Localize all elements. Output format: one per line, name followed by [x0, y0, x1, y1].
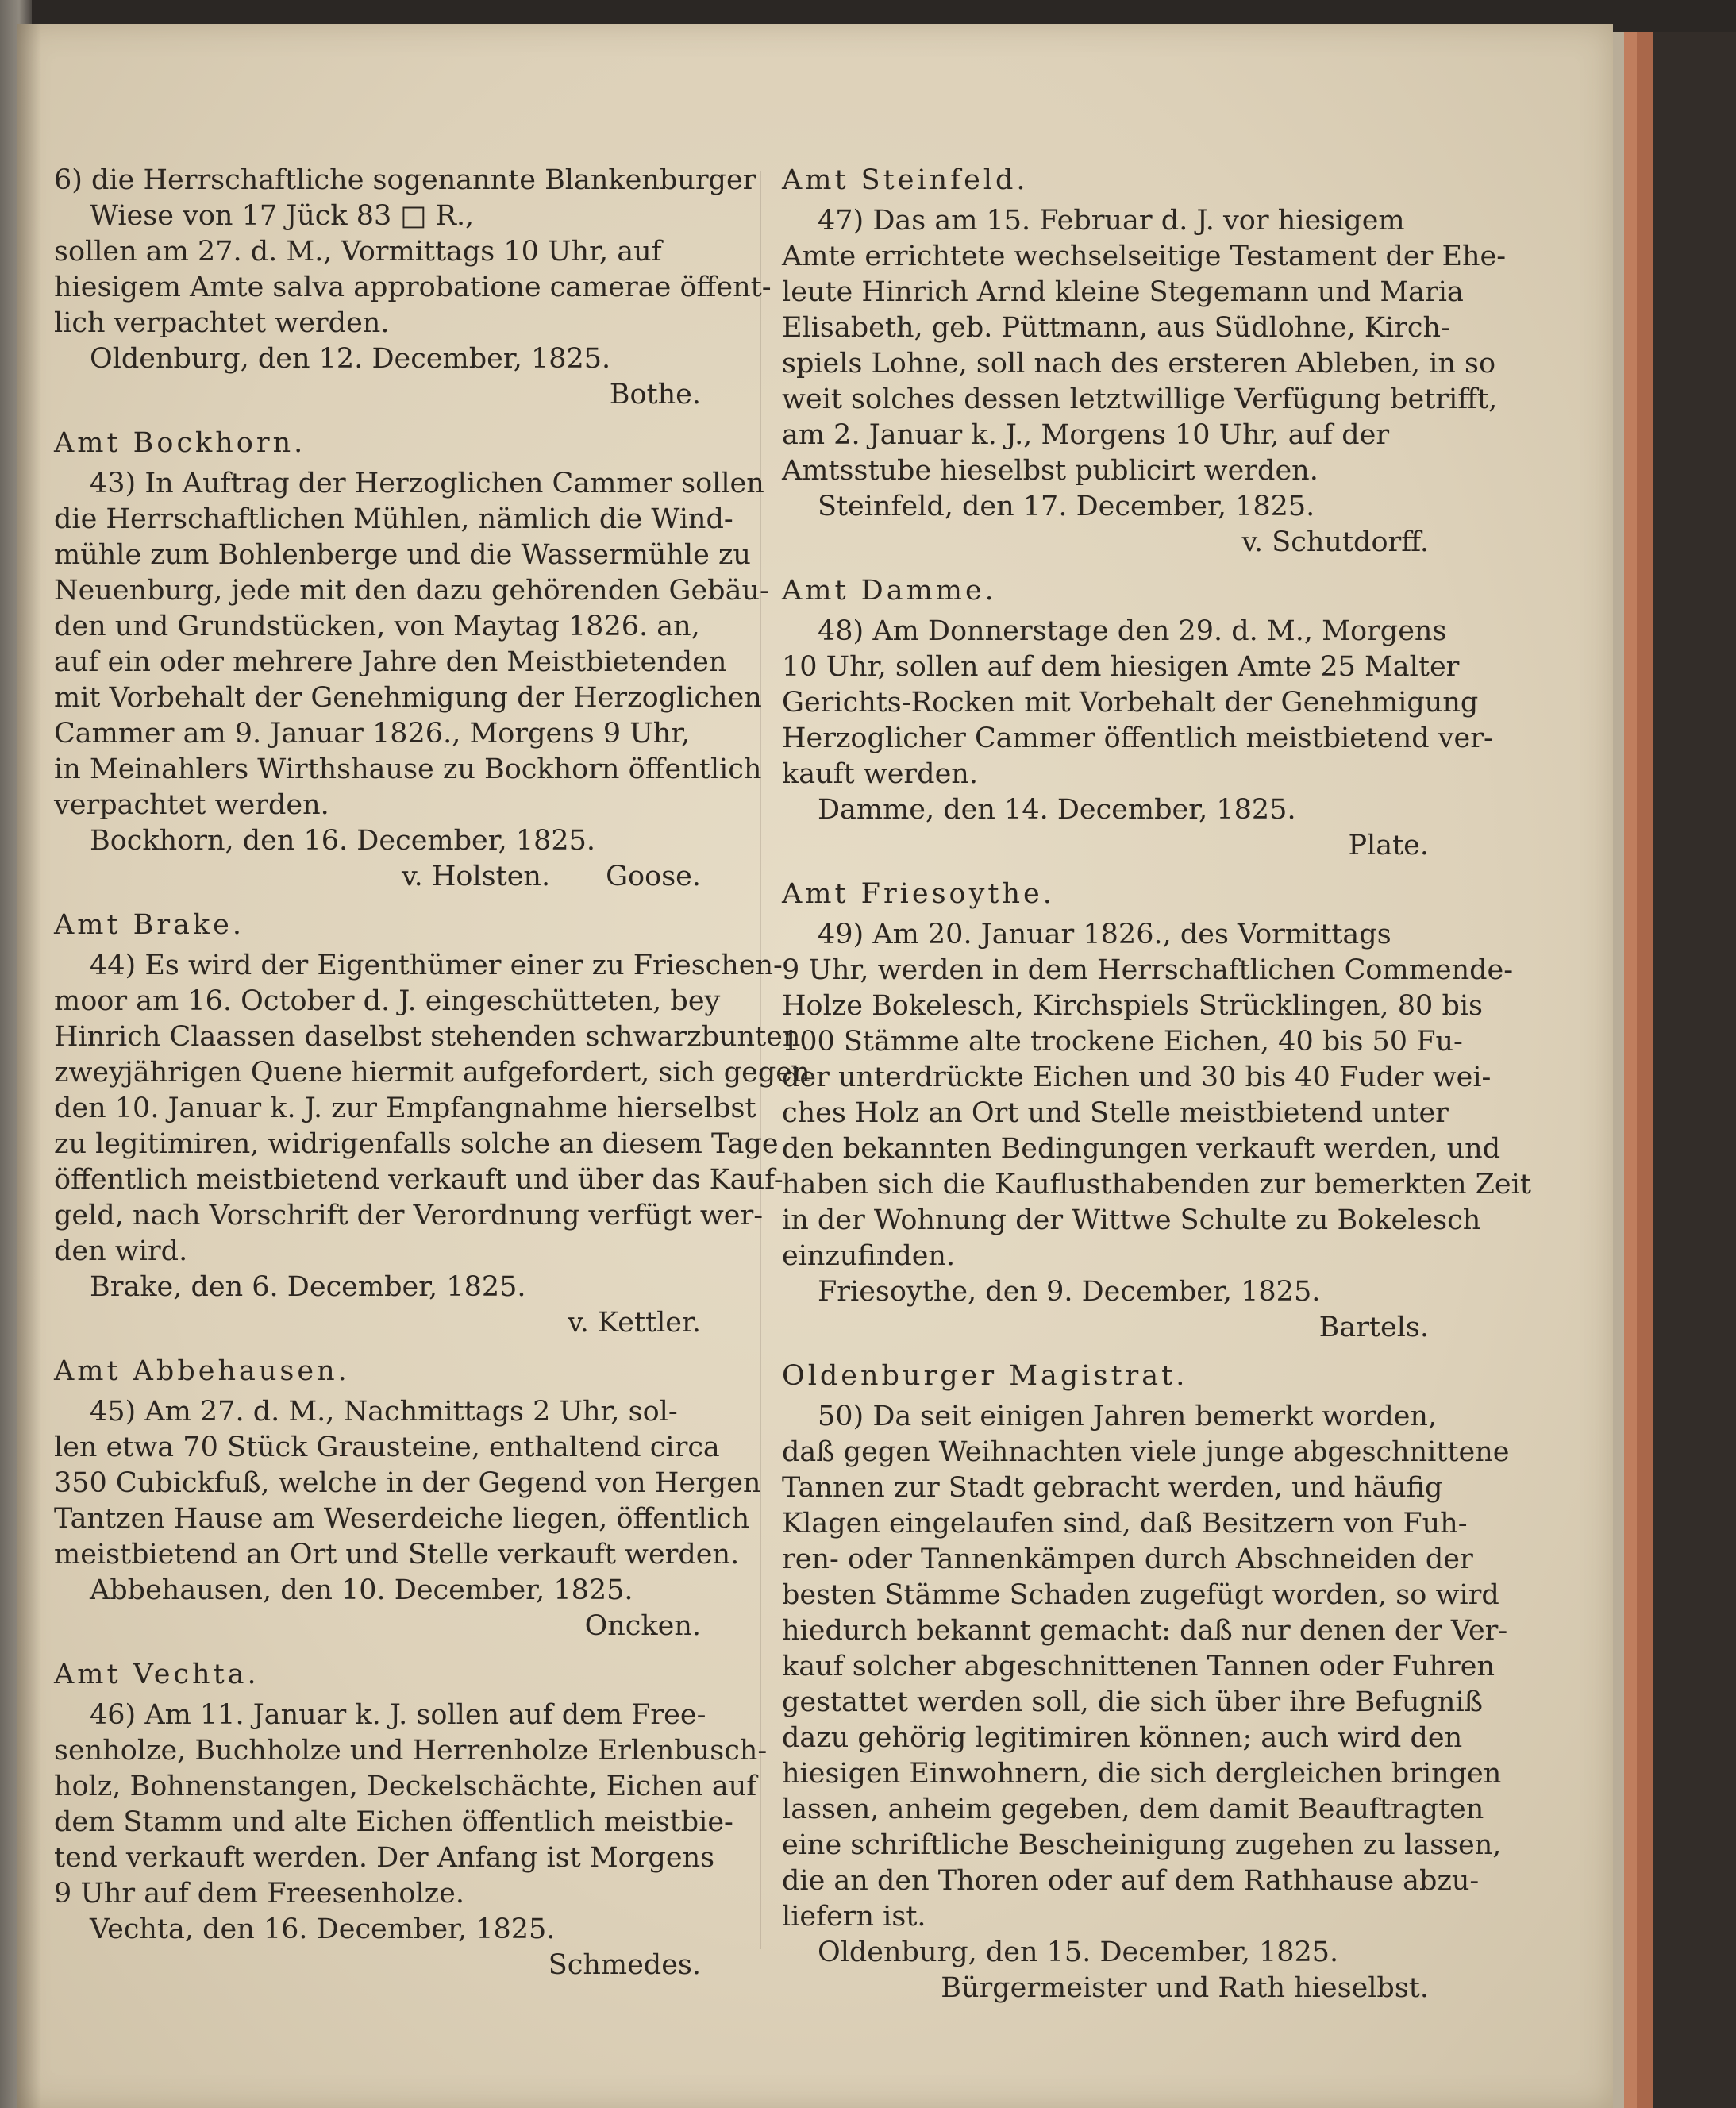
notice-body [54, 1698, 768, 1912]
text-line: hiesigem Amte salva approbatione camerae öffent- [54, 272, 772, 303]
text-line: 9 Uhr auf dem Freesenholze. [54, 1878, 464, 1910]
text-line: öffentlich meistbietend verkauft und über das Kauf- [54, 1164, 783, 1196]
text-line: daß gegen Weihnachten viele junge abgeschnittene [782, 1436, 1510, 1468]
text-line: Cammer am 9. Januar 1826., Morgens 9 Uhr, [54, 718, 691, 750]
text-line: 49) Am 20. Januar 1826., des Vormittags [818, 919, 1391, 950]
notice-body [54, 163, 772, 341]
signature: Oncken. [584, 1610, 701, 1642]
text-line: moor am 16. October d. J. eingeschütteten, bey [54, 985, 721, 1017]
notice-body [782, 1399, 1510, 1935]
page-gutter-shadow [17, 24, 41, 2108]
text-line: kauf solcher abgeschnittenen Tannen oder Fuhren [782, 1651, 1495, 1682]
book-cover-edge [1624, 32, 1637, 2108]
text-line: Klagen eingelaufen sind, daß Besitzern von Fuh- [782, 1508, 1468, 1540]
section-heading: Amt Friesoythe. [782, 878, 1055, 910]
text-line: einzufinden. [782, 1240, 956, 1272]
text-line: den 10. Januar k. J. zur Empfangnahme hierselbst [54, 1093, 756, 1124]
place-date: Vechta, den 16. December, 1825. [90, 1913, 556, 1945]
place-date: Oldenburg, den 15. December, 1825. [818, 1937, 1339, 1968]
text-line: Holze Bokelesch, Kirchspiels Strücklingen, 80 bis [782, 990, 1483, 1022]
text-line: 48) Am Donnerstage den 29. d. M., Morgens [818, 615, 1447, 647]
section-heading: Amt Damme. [782, 575, 997, 607]
text-line: liefern ist. [782, 1901, 926, 1933]
text-line: eine schriftliche Bescheinigung zugehen zu lassen, [782, 1829, 1502, 1861]
text-line: hiedurch bekannt gemacht: daß nur denen der Ver- [782, 1615, 1508, 1647]
text-line: lassen, anheim gegeben, dem damit Beauftragten [782, 1794, 1484, 1825]
text-line: Tannen zur Stadt gebracht werden, und häufig [782, 1472, 1443, 1504]
text-line: Herzoglicher Cammer öffentlich meistbietend ver- [782, 723, 1493, 754]
notice-damme [782, 573, 1492, 864]
notice-abbehausen [54, 1354, 764, 1644]
text-line: Amte errichtete wechselseitige Testament der Ehe- [782, 241, 1507, 272]
text-line: weit solches dessen letztwillige Verfügung betrifft, [782, 383, 1498, 415]
text-line: 43) In Auftrag der Herzoglichen Cammer sollen [90, 468, 764, 499]
notice-body [782, 614, 1492, 792]
signature: Plate. [1348, 830, 1429, 861]
page-stack-edge [1613, 32, 1624, 2108]
text-line: 45) Am 27. d. M., Nachmittags 2 Uhr, sol- [90, 1396, 678, 1428]
text-line: Hinrich Claassen daselbst stehenden schwarzbunten [54, 1021, 801, 1053]
right-column [782, 163, 1531, 2017]
text-line: zweyjährigen Quene hiermit aufgefordert, sich gegen [54, 1057, 810, 1089]
notice-steinfeld [782, 163, 1507, 561]
text-line: 10 Uhr, sollen auf dem hiesigen Amte 25 Malter [782, 651, 1460, 683]
notice-oldenburg-magistrat [782, 1358, 1510, 2006]
place-date: Oldenburg, den 12. December, 1825. [90, 343, 611, 375]
notice-bockhorn [54, 426, 769, 895]
text-line: dazu gehörig legitimiren können; auch wird den [782, 1722, 1463, 1754]
text-line: 350 Cubickfuß, welche in der Gegend von Hergen [54, 1467, 761, 1499]
text-line: 9 Uhr, werden in dem Herrschaftlichen Commende- [782, 954, 1514, 986]
text-line: holz, Bohnenstangen, Deckelschächte, Eichen auf [54, 1771, 757, 1802]
place-date: Brake, den 6. December, 1825. [90, 1271, 526, 1303]
text-line: 44) Es wird der Eigenthümer einer zu Frieschen- [90, 950, 783, 981]
text-line: Gerichts-Rocken mit Vorbehalt der Genehmigung [782, 687, 1479, 719]
left-column [54, 163, 810, 1994]
place-date: Bockhorn, den 16. December, 1825. [90, 825, 596, 857]
text-line: mit Vorbehalt der Genehmigung der Herzoglichen [54, 682, 762, 714]
place-date: Friesoythe, den 9. December, 1825. [818, 1276, 1321, 1308]
text-line: 47) Das am 15. Februar d. J. vor hiesigem [818, 205, 1405, 237]
section-heading: Amt Steinfeld. [782, 164, 1029, 196]
text-line: lich verpachtet werden. [54, 307, 390, 339]
text-line: der unterdrückte Eichen und 30 bis 40 Fuder wei- [782, 1062, 1492, 1093]
text-line: den und Grundstücken, von Maytag 1826. an, [54, 611, 700, 642]
text-line: kauft werden. [782, 758, 978, 790]
place-date: Steinfeld, den 17. December, 1825. [818, 491, 1315, 522]
text-line: 100 Stämme alte trockene Eichen, 40 bis 50 Fu- [782, 1026, 1463, 1058]
notice-body [54, 466, 769, 823]
notice-body [782, 203, 1507, 489]
notice-friesoythe [782, 877, 1531, 1346]
text-line: die Herrschaftlichen Mühlen, nämlich die Wind- [54, 503, 733, 535]
text-line: len etwa 70 Stück Grausteine, enthaltend circa [54, 1432, 720, 1463]
text-line: leute Hinrich Arnd kleine Stegemann und Maria [782, 276, 1464, 308]
notice-continued [54, 163, 772, 413]
notice-vechta [54, 1657, 768, 1983]
signature: Goose. [606, 861, 701, 892]
text-line: geld, nach Vorschrift der Verordnung verfügt wer- [54, 1200, 764, 1231]
text-line: die an den Thoren oder auf dem Rathhause abzu- [782, 1865, 1480, 1897]
signature: v. Kettler. [568, 1307, 701, 1339]
text-line: sollen am 27. d. M., Vormittags 10 Uhr, auf [54, 236, 662, 268]
text-line: Wiese von 17 Jück 83 □ R., [90, 200, 475, 232]
section-heading: Amt Brake. [54, 909, 245, 941]
text-line: gestattet werden soll, die sich über ihre Befugniß [782, 1686, 1484, 1718]
text-line: 6) die Herrschaftliche sogenannte Blankenburger [54, 164, 756, 196]
text-line: am 2. Januar k. J., Morgens 10 Uhr, auf der [782, 419, 1390, 451]
signature: v. Schutdorff. [1241, 526, 1429, 558]
place-date: Damme, den 14. December, 1825. [818, 794, 1296, 826]
section-heading: Amt Vechta. [54, 1659, 260, 1690]
text-line: senholze, Buchholze und Herrenholze Erlenbusch- [54, 1735, 768, 1767]
text-line: 50) Da seit einigen Jahren bemerkt worden, [818, 1401, 1438, 1432]
background [1653, 32, 1736, 2108]
text-line: mühle zum Bohlenberge und die Wassermühle zu [54, 539, 751, 571]
notice-body [54, 1394, 764, 1573]
text-line: in Meinahlers Wirthshause zu Bockhorn öffentlich [54, 753, 762, 785]
text-line: verpachtet werden. [54, 789, 329, 821]
book-cover-edge-dark [1637, 32, 1653, 2108]
place-date: Abbehausen, den 10. December, 1825. [90, 1574, 633, 1606]
text-line: zu legitimiren, widrigenfalls solche an diesem Tage [54, 1128, 779, 1160]
text-line: ren- oder Tannenkämpen durch Abschneiden der [782, 1543, 1473, 1575]
notice-body [782, 917, 1531, 1274]
text-line: meistbietend an Ort und Stelle verkauft werden. [54, 1539, 740, 1570]
text-line: den bekannten Bedingungen verkauft werden, und [782, 1133, 1501, 1165]
text-line: ches Holz an Ort und Stelle meistbietend unter [782, 1097, 1449, 1129]
text-line: hiesigen Einwohnern, die sich dergleichen bringen [782, 1758, 1502, 1790]
text-line: tend verkauft werden. Der Anfang ist Morgens [54, 1842, 715, 1874]
text-line: Tantzen Hause am Weserdeiche liegen, öffentlich [54, 1503, 750, 1535]
signature: Bothe. [609, 379, 701, 410]
text-line: Amtsstube hieselbst publicirt werden. [782, 455, 1318, 487]
section-heading: Oldenburger Magistrat. [782, 1360, 1188, 1392]
text-line: den wird. [54, 1235, 188, 1267]
signature: v. Holsten. [402, 861, 551, 892]
signature-block [54, 859, 764, 895]
text-line: besten Stämme Schaden zugefügt worden, so wird [782, 1579, 1499, 1611]
text-line: haben sich die Kauflusthabenden zur bemerkten Zeit [782, 1169, 1531, 1200]
text-line: spiels Lohne, soll nach des ersteren Ableben, in so [782, 348, 1496, 380]
signature: Bürgermeister und Rath hieselbst. [941, 1972, 1429, 2004]
text-line: auf ein oder mehrere Jahre den Meistbietenden [54, 646, 727, 678]
section-heading: Amt Abbehausen. [54, 1355, 350, 1387]
text-line: dem Stamm und alte Eichen öffentlich meistbie- [54, 1806, 733, 1838]
text-line: Elisabeth, geb. Püttmann, aus Südlohne, Kirch- [782, 312, 1450, 344]
section-heading: Amt Bockhorn. [54, 427, 306, 459]
notice-brake [54, 908, 810, 1341]
signature: Schmedes. [548, 1949, 701, 1981]
signature: Bartels. [1318, 1312, 1429, 1343]
text-line: Neuenburg, jede mit den dazu gehörenden Gebäu- [54, 575, 769, 607]
notice-body [54, 948, 810, 1270]
text-line: in der Wohnung der Wittwe Schulte zu Bokelesch [782, 1204, 1481, 1236]
text-line: 46) Am 11. Januar k. J. sollen auf dem Free- [90, 1699, 706, 1731]
